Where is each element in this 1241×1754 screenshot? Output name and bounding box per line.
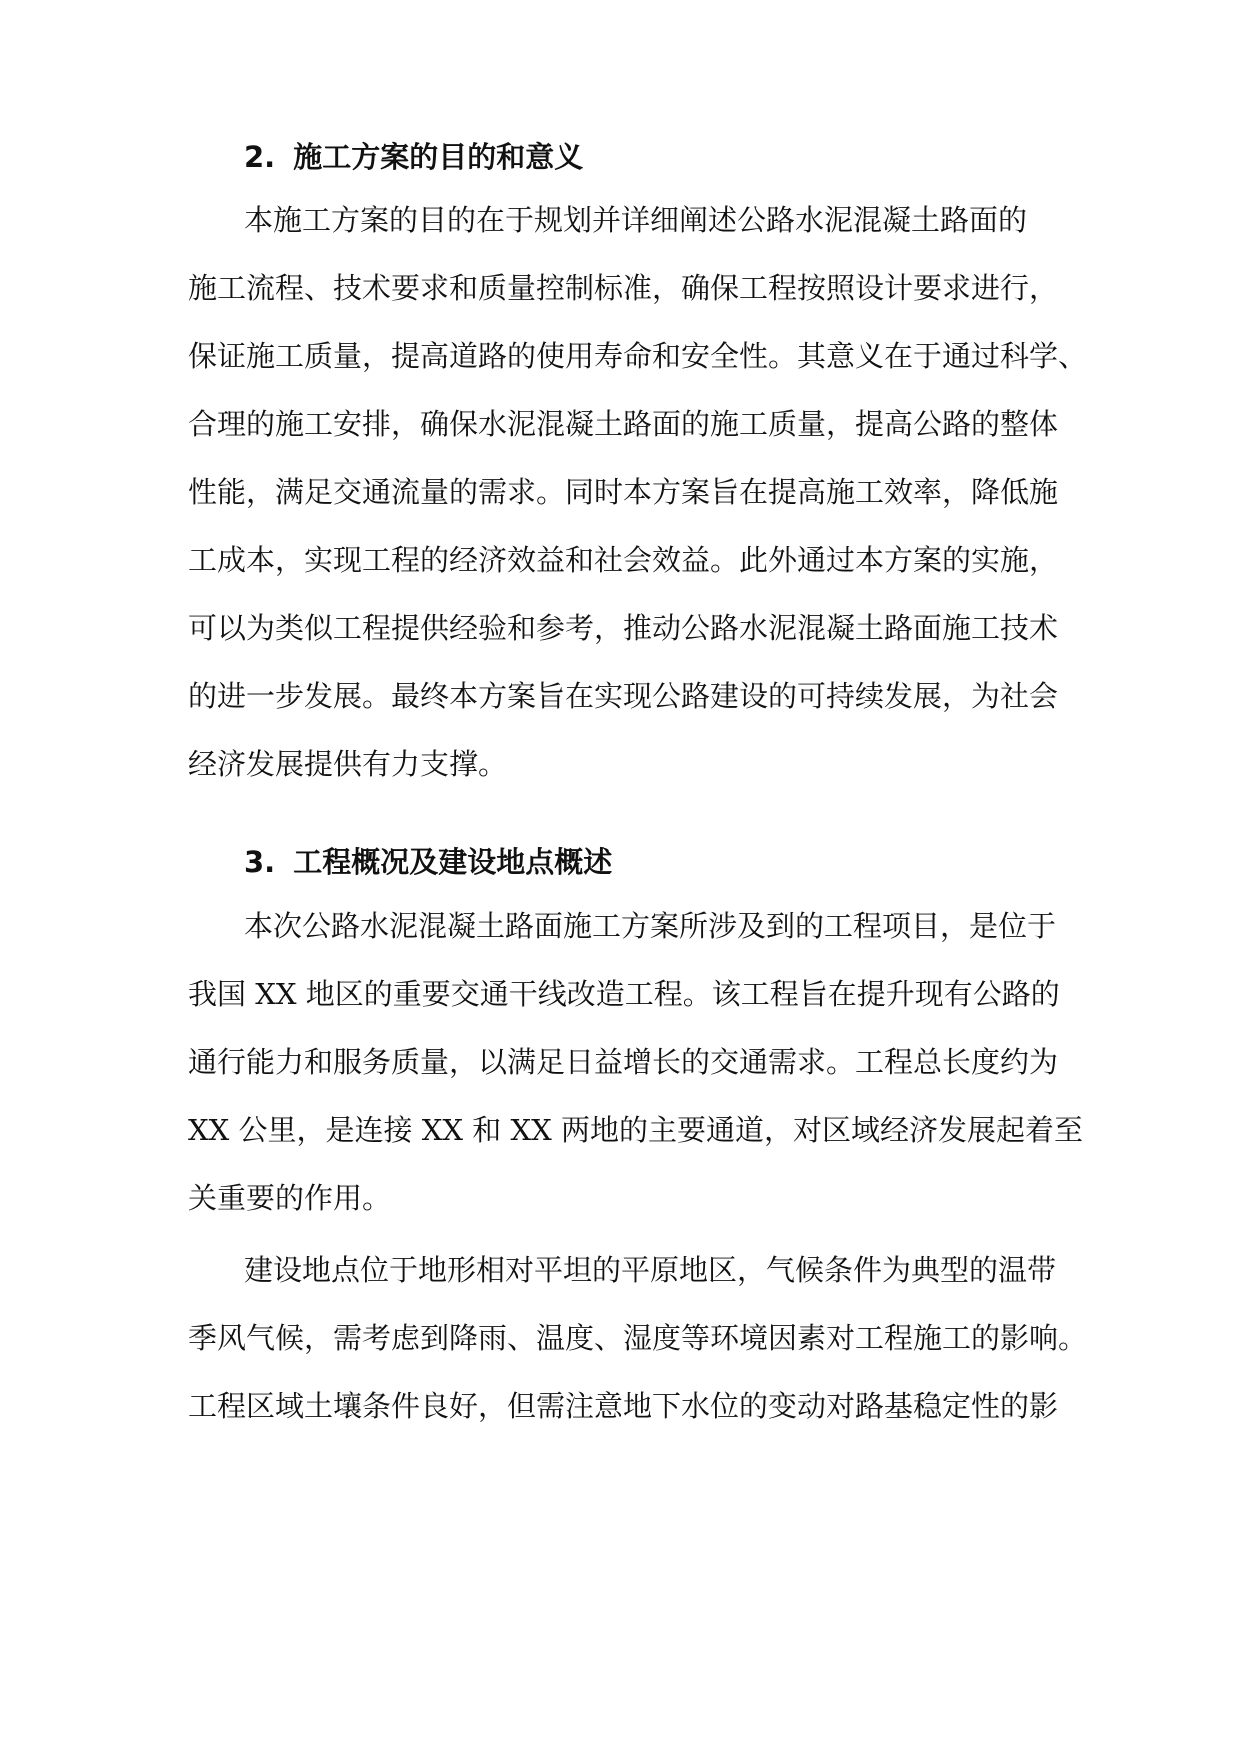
paragraph-line: 的进一步发展。最终本方案旨在实现公路建设的可持续发展，为社会 xyxy=(188,679,1059,713)
section-number: 2. xyxy=(244,140,276,174)
paragraph-line: 季风气候，需考虑到降雨、温度、湿度等环境因素对工程施工的影响。 xyxy=(188,1321,1088,1355)
paragraph-line: 通行能力和服务质量，以满足日益增长的交通需求。工程总长度约为 xyxy=(188,1045,1059,1079)
paragraph-line: 建设地点位于地形相对平坦的平原地区，气候条件为典型的温带 xyxy=(244,1253,1057,1287)
paragraph-line: 工成本，实现工程的经济效益和社会效益。此外通过本方案的实施， xyxy=(188,543,1059,577)
paragraph-line: 我国 XX 地区的重要交通干线改造工程。该工程旨在提升现有公路的 xyxy=(188,977,1060,1011)
paragraph-line: 经济发展提供有力支撑。 xyxy=(188,747,508,781)
section-heading-3 xyxy=(244,842,612,882)
section-title: 施工方案的目的和意义 xyxy=(293,140,584,174)
section-title: 工程概况及建设地点概述 xyxy=(293,845,613,879)
paragraph-line: 本施工方案的目的在于规划并详细阐述公路水泥混凝土路面的 xyxy=(244,203,1028,237)
paragraph-line: 可以为类似工程提供经验和参考，推动公路水泥混凝土路面施工技术 xyxy=(188,611,1059,645)
paragraph-line: 关重要的作用。 xyxy=(188,1181,392,1215)
paragraph-line: 施工流程、技术要求和质量控制标准，确保工程按照设计要求进行， xyxy=(188,271,1059,305)
paragraph-line: 工程区域土壤条件良好，但需注意地下水位的变动对路基稳定性的影 xyxy=(188,1389,1059,1423)
paragraph-line: 保证施工质量，提高道路的使用寿命和安全性。其意义在于通过科学、 xyxy=(188,339,1088,373)
paragraph-line: 本次公路水泥混凝土路面施工方案所涉及到的工程项目，是位于 xyxy=(244,909,1057,943)
paragraph-line: 性能，满足交通流量的需求。同时本方案旨在提高施工效率，降低施 xyxy=(188,475,1059,509)
paragraph-line: XX 公里，是连接 XX 和 XX 两地的主要通道，对区域经济发展起着至 xyxy=(188,1113,1083,1147)
section-number: 3. xyxy=(244,845,276,879)
section-heading-2 xyxy=(244,137,583,177)
paragraph-line: 合理的施工安排，确保水泥混凝土路面的施工质量，提高公路的整体 xyxy=(188,407,1059,441)
